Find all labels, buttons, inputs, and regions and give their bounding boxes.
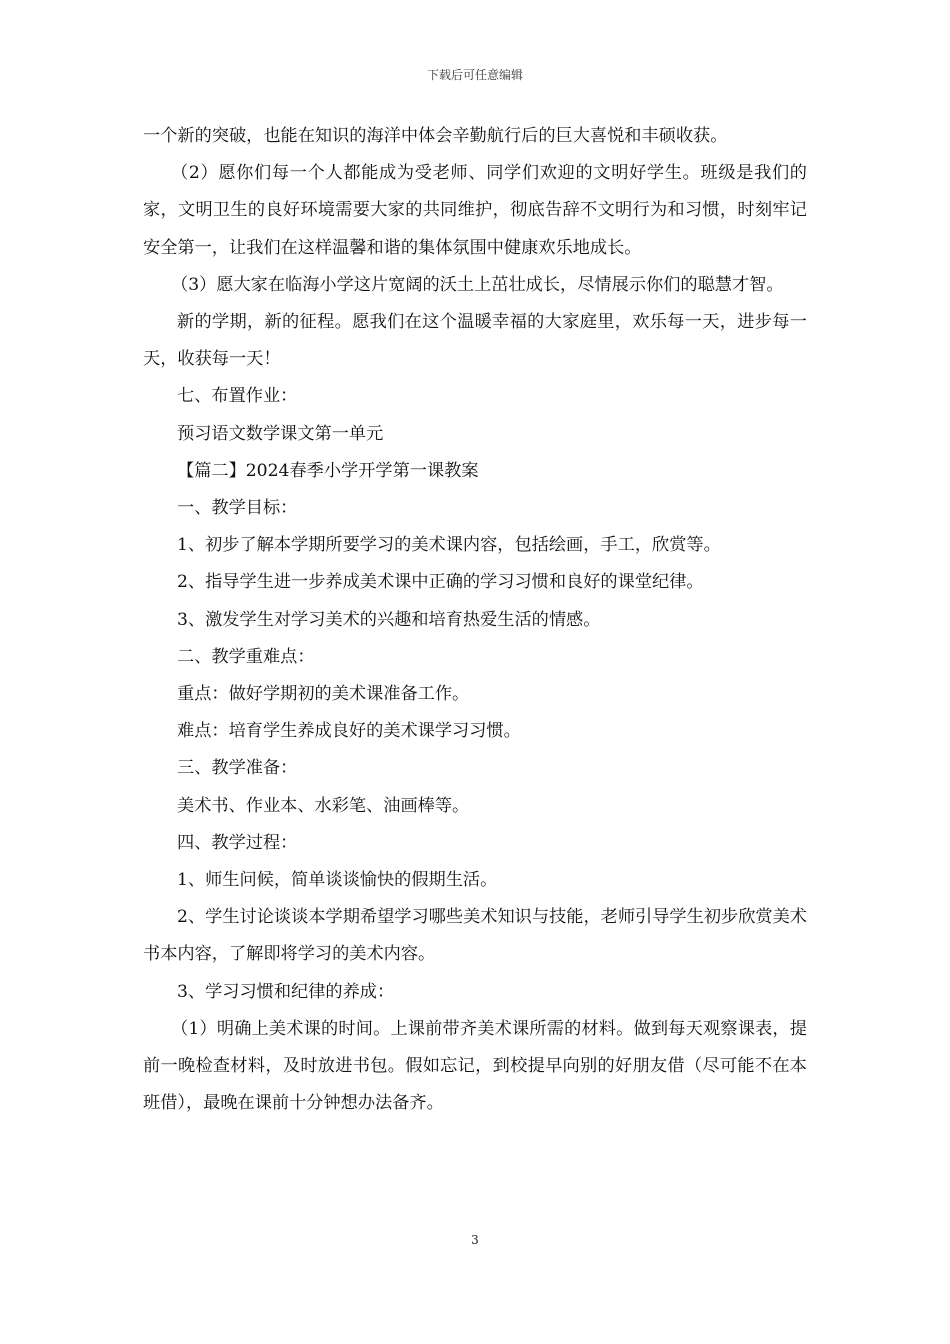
paragraph: 一个新的突破，也能在知识的海洋中体会辛勤航行后的巨大喜悦和丰硕收获。 (143, 126, 728, 146)
paragraph: 新的学期，新的征程。愿我们在这个温暖幸福的大家庭里，欢乐每一天，进步每一天，收获每一天！ (143, 312, 807, 370)
list-item: 1、初步了解本学期所要学习的美术课内容，包括绘画，手工，欣赏等。 (177, 535, 721, 556)
list-item: 3、激发学生对学习美术的兴趣和培育热爱生活的情感。 (177, 609, 601, 630)
section-heading: 二、教学重难点： (177, 646, 315, 667)
paragraph: 预习语文数学课文第一单元 (177, 423, 384, 444)
section-heading: 一、教学目标： (177, 498, 298, 519)
section-heading: 四、教学过程： (177, 832, 298, 853)
paragraph: 重点：做好学期初的美术课准备工作。 (177, 684, 470, 705)
list-item: 3、学习习惯和纪律的养成： (177, 981, 395, 1002)
document-body (143, 118, 807, 1122)
list-item: 1、师生问候，简单谈谈愉快的假期生活。 (177, 870, 498, 891)
paragraph: 难点：培育学生养成良好的美术课学习习惯。 (177, 721, 521, 742)
paragraph: （1）明确上美术课的时间。上课前带齐美术课所需的材料。做到每天观察课表，提前一晚检查材料，及时放进书包。假如忘记，到校提早向别的好朋友借（尽可能不在本班借），最晚在课前十分钟想办法备齐。 (143, 1018, 807, 1114)
section-heading: 七、布置作业： (177, 386, 298, 407)
page-header: 下载后可任意编辑 (426, 68, 523, 82)
paragraph: （2）愿你们每一个人都能成为受老师、同学们欢迎的文明好学生。班级是我们的家，文明卫生的良好环境需要大家的共同维护，彻底告辞不文明行为和习惯，时刻牢记安全第一，让我们在这样温馨和谐的集体氛围中健康欢乐地成长。 (143, 163, 807, 258)
paragraph: （3）愿大家在临海小学这片宽阔的沃土上茁壮成长，尽情展示你们的聪慧才智。 (171, 274, 784, 295)
article-title: 【篇二】2024春季小学开学第一课教案 (177, 460, 479, 481)
page-number: 3 (471, 1233, 479, 1247)
section-heading: 三、教学准备： (177, 758, 298, 779)
list-item: 2、学生讨论谈谈本学期希望学习哪些美术知识与技能，老师引导学生初步欣赏美术书本内容，了解即将学习的美术内容。 (143, 907, 807, 965)
list-item: 2、指导学生进一步养成美术课中正确的学习习惯和良好的课堂纪律。 (177, 572, 704, 593)
paragraph: 美术书、作业本、水彩笔、油画棒等。 (177, 795, 470, 816)
